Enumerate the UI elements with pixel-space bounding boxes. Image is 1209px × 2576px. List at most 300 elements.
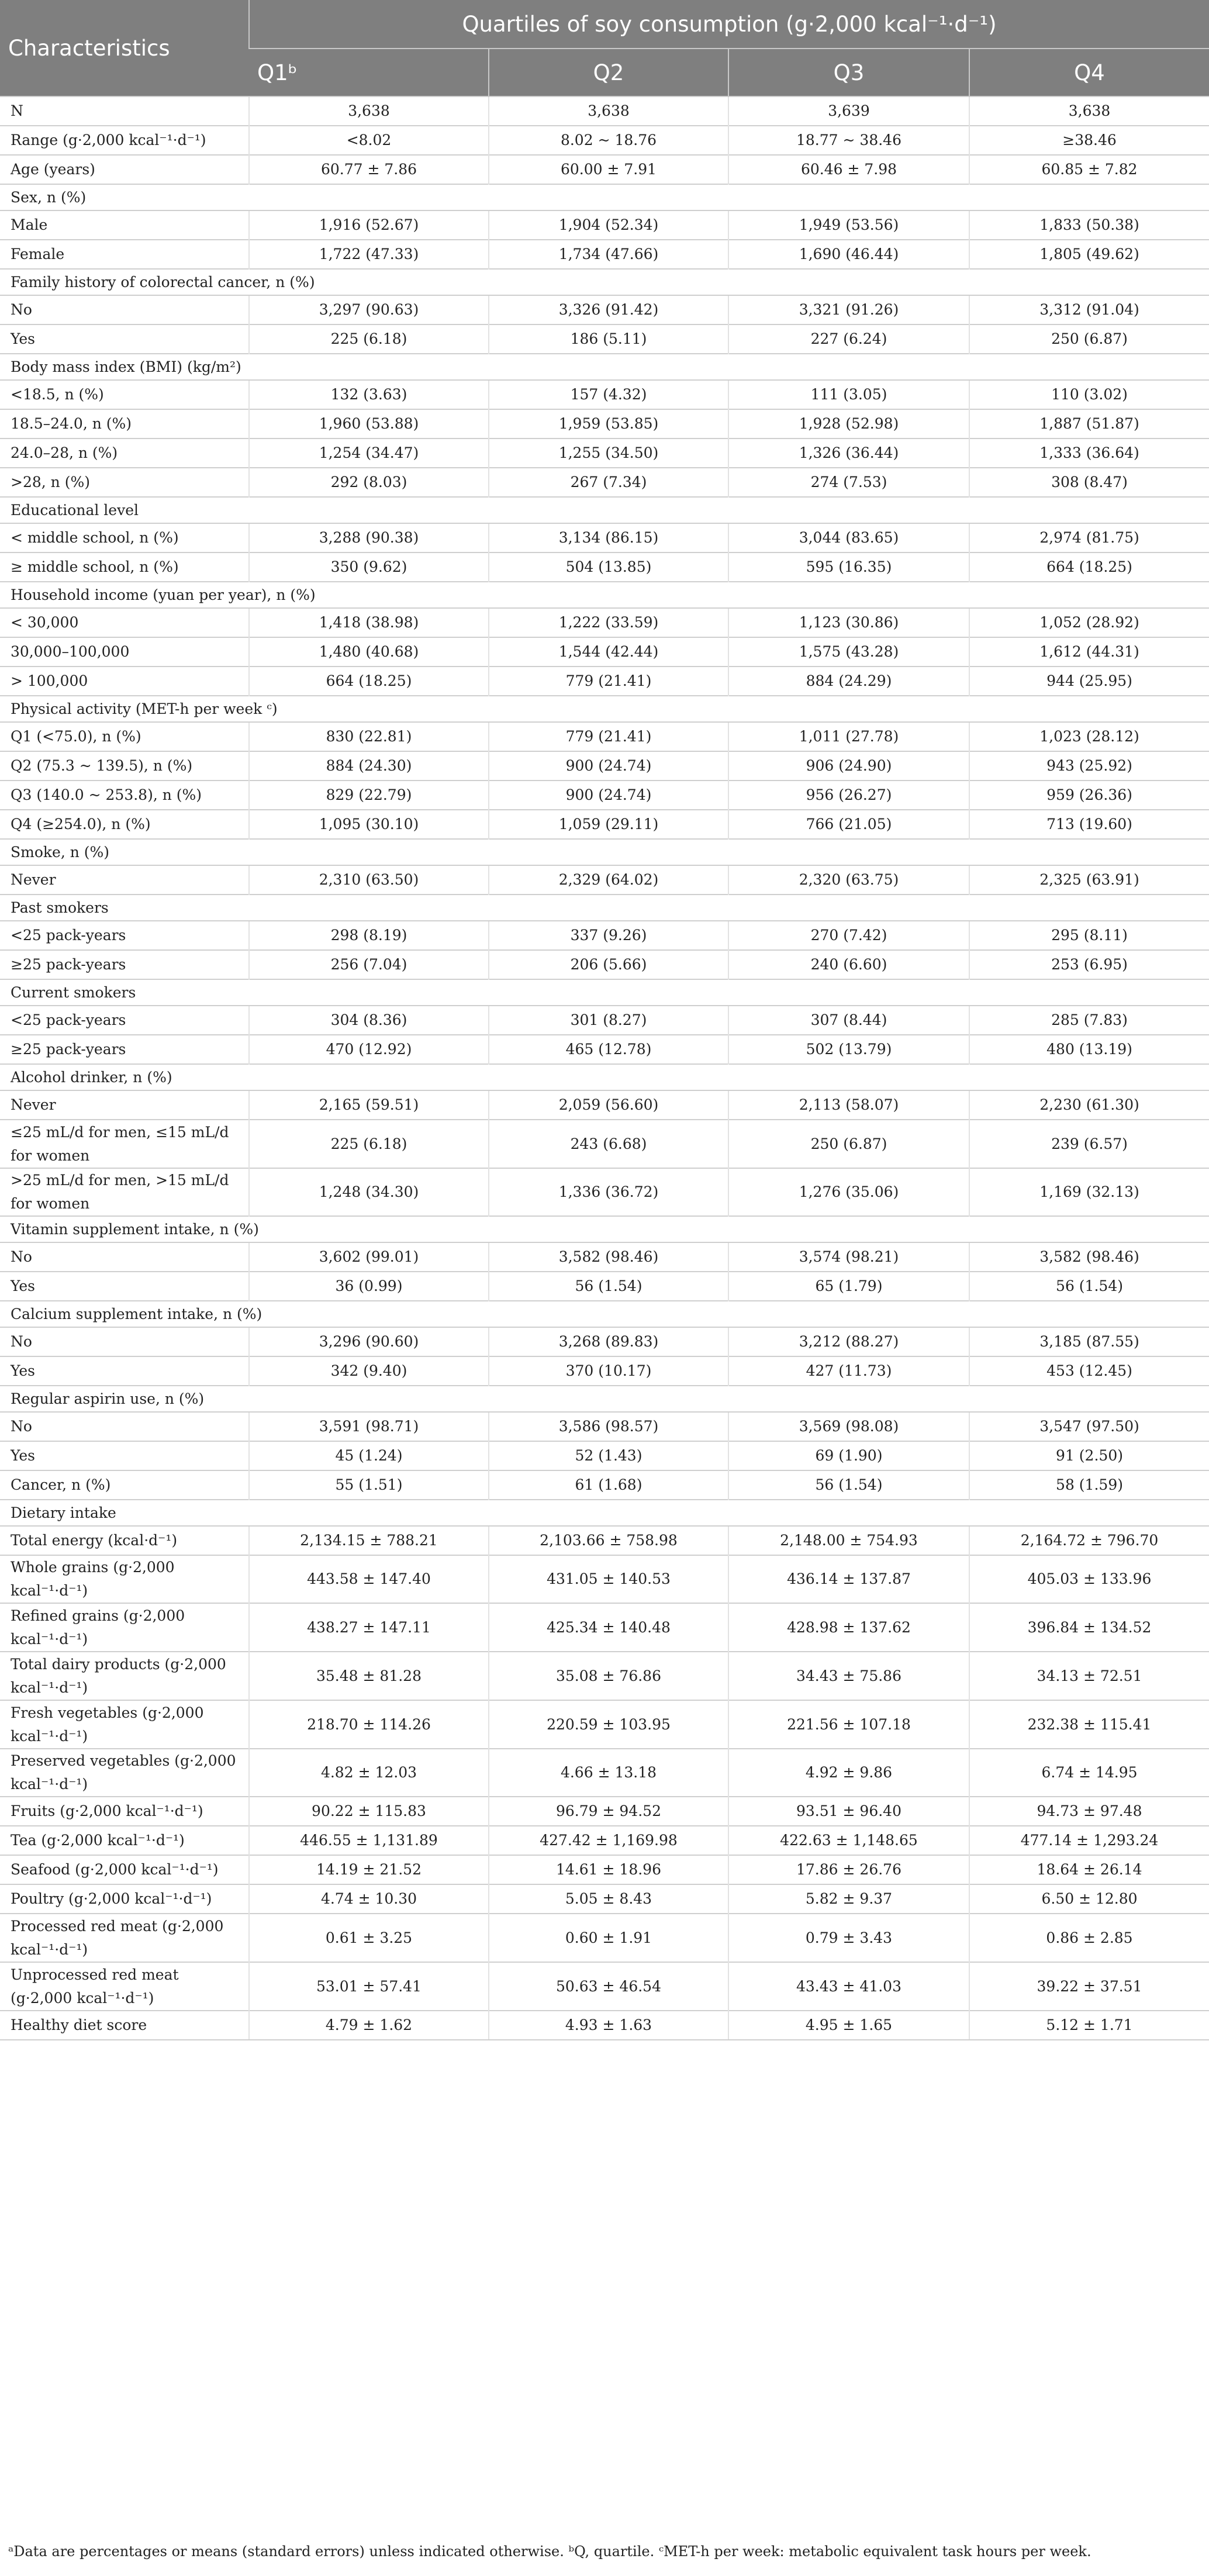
cell-q2: 301 (8.27) xyxy=(489,1006,728,1035)
cell-q3: 274 (7.53) xyxy=(728,468,969,497)
cell-q1: 225 (6.18) xyxy=(249,1120,489,1168)
characteristics-header: Characteristics xyxy=(0,0,249,96)
cell-q2: 60.00 ± 7.91 xyxy=(489,155,728,184)
section-label: Sex, n (%) xyxy=(0,184,1209,210)
cell-q1: 3,602 (99.01) xyxy=(249,1242,489,1272)
cell-q2: 220.59 ± 103.95 xyxy=(489,1700,728,1749)
cell-q4: 943 (25.92) xyxy=(969,751,1209,781)
cell-q2: 2,059 (56.60) xyxy=(489,1090,728,1120)
cell-q3: 0.79 ± 3.43 xyxy=(728,1914,969,1962)
quartile-header-q2: Q2 xyxy=(489,49,728,96)
cell-q3: 17.86 ± 26.76 xyxy=(728,1855,969,1884)
cell-q3: 1,949 (53.56) xyxy=(728,210,969,240)
cell-q2: 1,544 (42.44) xyxy=(489,637,728,667)
cell-q3: 1,575 (43.28) xyxy=(728,637,969,667)
table-row xyxy=(0,468,1209,497)
cell-q2: 465 (12.78) xyxy=(489,1035,728,1064)
section-label: Regular aspirin use, n (%) xyxy=(0,1386,1209,1412)
section-row xyxy=(0,1301,1209,1327)
cell-q1: 664 (18.25) xyxy=(249,667,489,696)
cell-q2: 2,329 (64.02) xyxy=(489,865,728,895)
cell-q4: 250 (6.87) xyxy=(969,324,1209,354)
cell-q3: 3,574 (98.21) xyxy=(728,1242,969,1272)
cell-q3: 2,148.00 ± 754.93 xyxy=(728,1526,969,1555)
cell-q2: 3,268 (89.83) xyxy=(489,1327,728,1356)
row-label: >28, n (%) xyxy=(0,468,249,497)
cell-q4: 253 (6.95) xyxy=(969,950,1209,979)
cell-q3: 56 (1.54) xyxy=(728,1470,969,1500)
cell-q1: 90.22 ± 115.83 xyxy=(249,1797,489,1826)
cell-q2: 1,222 (33.59) xyxy=(489,608,728,637)
table-row xyxy=(0,950,1209,979)
cell-q2: 425.34 ± 140.48 xyxy=(489,1603,728,1652)
cell-q4: 480 (13.19) xyxy=(969,1035,1209,1064)
row-label: Q3 (140.0 ~ 253.8), n (%) xyxy=(0,781,249,810)
cell-q3: 884 (24.29) xyxy=(728,667,969,696)
cell-q1: 4.82 ± 12.03 xyxy=(249,1749,489,1797)
cell-q4: 6.74 ± 14.95 xyxy=(969,1749,1209,1797)
cell-q2: 1,959 (53.85) xyxy=(489,409,728,438)
section-row xyxy=(0,582,1209,608)
cell-q3: 34.43 ± 75.86 xyxy=(728,1652,969,1700)
row-label: <25 pack-years xyxy=(0,921,249,950)
row-label: No xyxy=(0,295,249,324)
table-row xyxy=(0,1652,1209,1700)
cell-q3: 93.51 ± 96.40 xyxy=(728,1797,969,1826)
section-row xyxy=(0,895,1209,921)
cell-q3: 502 (13.79) xyxy=(728,1035,969,1064)
cell-q2: 3,326 (91.42) xyxy=(489,295,728,324)
cell-q4: 477.14 ± 1,293.24 xyxy=(969,1826,1209,1855)
row-label: Yes xyxy=(0,1356,249,1386)
cell-q1: 4.74 ± 10.30 xyxy=(249,1884,489,1914)
cell-q1: 3,296 (90.60) xyxy=(249,1327,489,1356)
cell-q2: 4.66 ± 13.18 xyxy=(489,1749,728,1797)
cell-q2: 1,336 (36.72) xyxy=(489,1168,728,1216)
row-label: Healthy diet score xyxy=(0,2011,249,2040)
table-row xyxy=(0,126,1209,155)
cell-q1: 2,310 (63.50) xyxy=(249,865,489,895)
cell-q2: 267 (7.34) xyxy=(489,468,728,497)
row-label: Range (g·2,000 kcal⁻¹·d⁻¹) xyxy=(0,126,249,155)
cell-q4: 34.13 ± 72.51 xyxy=(969,1652,1209,1700)
cell-q2: 61 (1.68) xyxy=(489,1470,728,1500)
section-row xyxy=(0,269,1209,295)
cell-q2: 431.05 ± 140.53 xyxy=(489,1555,728,1603)
cell-q1: 3,297 (90.63) xyxy=(249,295,489,324)
section-label: Dietary intake xyxy=(0,1500,1209,1526)
cell-q4: 308 (8.47) xyxy=(969,468,1209,497)
cell-q1: 830 (22.81) xyxy=(249,722,489,751)
table-row xyxy=(0,722,1209,751)
quartile-header-q1: Q1ᵇ xyxy=(249,49,489,96)
cell-q2: 1,059 (29.11) xyxy=(489,810,728,839)
cell-q2: 1,904 (52.34) xyxy=(489,210,728,240)
cell-q1: 256 (7.04) xyxy=(249,950,489,979)
section-label: Calcium supplement intake, n (%) xyxy=(0,1301,1209,1327)
table-row xyxy=(0,1700,1209,1749)
row-label: Processed red meat (g·2,000 kcal⁻¹·d⁻¹) xyxy=(0,1914,249,1962)
cell-q2: 14.61 ± 18.96 xyxy=(489,1855,728,1884)
row-label: No xyxy=(0,1327,249,1356)
table-row xyxy=(0,324,1209,354)
section-row xyxy=(0,839,1209,865)
table-row xyxy=(0,1120,1209,1168)
table-row xyxy=(0,1962,1209,2011)
cell-q1: 1,916 (52.67) xyxy=(249,210,489,240)
section-row xyxy=(0,1216,1209,1242)
cell-q4: 18.64 ± 26.14 xyxy=(969,1855,1209,1884)
table-row xyxy=(0,1826,1209,1855)
cell-q1: 53.01 ± 57.41 xyxy=(249,1962,489,2011)
quartile-header-q3: Q3 xyxy=(728,49,969,96)
row-label: ≥25 pack-years xyxy=(0,1035,249,1064)
cell-q4: 0.86 ± 2.85 xyxy=(969,1914,1209,1962)
cell-q4: 713 (19.60) xyxy=(969,810,1209,839)
cell-q3: 221.56 ± 107.18 xyxy=(728,1700,969,1749)
cell-q2: 337 (9.26) xyxy=(489,921,728,950)
cell-q4: 664 (18.25) xyxy=(969,553,1209,582)
row-label: No xyxy=(0,1242,249,1272)
cell-q1: 1,095 (30.10) xyxy=(249,810,489,839)
cell-q1: 4.79 ± 1.62 xyxy=(249,2011,489,2040)
table-row xyxy=(0,1441,1209,1470)
table-row xyxy=(0,1797,1209,1826)
cell-q1: 470 (12.92) xyxy=(249,1035,489,1064)
cell-q3: 3,044 (83.65) xyxy=(728,523,969,553)
section-label: Body mass index (BMI) (kg/m²) xyxy=(0,354,1209,380)
cell-q4: 91 (2.50) xyxy=(969,1441,1209,1470)
cell-q3: 1,326 (36.44) xyxy=(728,438,969,468)
cell-q3: 1,690 (46.44) xyxy=(728,240,969,269)
table-row xyxy=(0,2011,1209,2040)
table-row xyxy=(0,608,1209,637)
cell-q3: 427 (11.73) xyxy=(728,1356,969,1386)
cell-q1: 218.70 ± 114.26 xyxy=(249,1700,489,1749)
cell-q2: 96.79 ± 94.52 xyxy=(489,1797,728,1826)
table-row xyxy=(0,667,1209,696)
table-row xyxy=(0,438,1209,468)
row-label: Fruits (g·2,000 kcal⁻¹·d⁻¹) xyxy=(0,1797,249,1826)
row-label: ≥ middle school, n (%) xyxy=(0,553,249,582)
cell-q1: 1,722 (47.33) xyxy=(249,240,489,269)
cell-q2: 900 (24.74) xyxy=(489,781,728,810)
cell-q4: 3,185 (87.55) xyxy=(969,1327,1209,1356)
cell-q2: 1,255 (34.50) xyxy=(489,438,728,468)
table-row xyxy=(0,1914,1209,1962)
row-label: >25 mL/d for men, >15 mL/d for women xyxy=(0,1168,249,1216)
cell-q1: 1,960 (53.88) xyxy=(249,409,489,438)
cell-q4: 1,333 (36.64) xyxy=(969,438,1209,468)
cell-q2: 0.60 ± 1.91 xyxy=(489,1914,728,1962)
cell-q2: 3,638 xyxy=(489,96,728,126)
table-body xyxy=(0,96,1209,2040)
table-row xyxy=(0,155,1209,184)
cell-q3: 270 (7.42) xyxy=(728,921,969,950)
cell-q1: 292 (8.03) xyxy=(249,468,489,497)
section-label: Past smokers xyxy=(0,895,1209,921)
table-row xyxy=(0,865,1209,895)
cell-q1: 446.55 ± 1,131.89 xyxy=(249,1826,489,1855)
cell-q1: 3,638 xyxy=(249,96,489,126)
cell-q2: 900 (24.74) xyxy=(489,751,728,781)
row-label: <25 pack-years xyxy=(0,1006,249,1035)
row-label: ≤25 mL/d for men, ≤15 mL/d for women xyxy=(0,1120,249,1168)
row-label: No xyxy=(0,1412,249,1441)
cell-q4: 285 (7.83) xyxy=(969,1006,1209,1035)
cell-q4: 94.73 ± 97.48 xyxy=(969,1797,1209,1826)
cell-q2: 504 (13.85) xyxy=(489,553,728,582)
cell-q2: 4.93 ± 1.63 xyxy=(489,2011,728,2040)
row-label: 18.5–24.0, n (%) xyxy=(0,409,249,438)
row-label: Total energy (kcal·d⁻¹) xyxy=(0,1526,249,1555)
cell-q4: 239 (6.57) xyxy=(969,1120,1209,1168)
cell-q1: 132 (3.63) xyxy=(249,380,489,409)
cell-q3: 3,321 (91.26) xyxy=(728,295,969,324)
cell-q2: 52 (1.43) xyxy=(489,1441,728,1470)
section-row xyxy=(0,1064,1209,1090)
cell-q3: 250 (6.87) xyxy=(728,1120,969,1168)
table-row xyxy=(0,1327,1209,1356)
table-row xyxy=(0,1603,1209,1652)
row-label: Female xyxy=(0,240,249,269)
row-label: 24.0–28, n (%) xyxy=(0,438,249,468)
cell-q4: 1,887 (51.87) xyxy=(969,409,1209,438)
table-row xyxy=(0,295,1209,324)
cell-q2: 3,586 (98.57) xyxy=(489,1412,728,1441)
table-row xyxy=(0,1555,1209,1603)
table-row xyxy=(0,409,1209,438)
section-label: Educational level xyxy=(0,497,1209,523)
cell-q4: 5.12 ± 1.71 xyxy=(969,2011,1209,2040)
section-row xyxy=(0,696,1209,722)
cell-q3: 65 (1.79) xyxy=(728,1272,969,1301)
section-label: Physical activity (MET-h per week ᶜ) xyxy=(0,696,1209,722)
row-label: Seafood (g·2,000 kcal⁻¹·d⁻¹) xyxy=(0,1855,249,1884)
cell-q3: 428.98 ± 137.62 xyxy=(728,1603,969,1652)
cell-q3: 227 (6.24) xyxy=(728,324,969,354)
section-label: Smoke, n (%) xyxy=(0,839,1209,865)
cell-q4: 3,582 (98.46) xyxy=(969,1242,1209,1272)
cell-q2: 779 (21.41) xyxy=(489,667,728,696)
cell-q3: 5.82 ± 9.37 xyxy=(728,1884,969,1914)
cell-q1: 60.77 ± 7.86 xyxy=(249,155,489,184)
cell-q1: 0.61 ± 3.25 xyxy=(249,1914,489,1962)
cell-q4: 56 (1.54) xyxy=(969,1272,1209,1301)
row-label: Tea (g·2,000 kcal⁻¹·d⁻¹) xyxy=(0,1826,249,1855)
table-row xyxy=(0,1168,1209,1216)
cell-q2: 186 (5.11) xyxy=(489,324,728,354)
section-label: Family history of colorectal cancer, n (%) xyxy=(0,269,1209,295)
cell-q2: 35.08 ± 76.86 xyxy=(489,1652,728,1700)
cell-q2: 5.05 ± 8.43 xyxy=(489,1884,728,1914)
cell-q1: 829 (22.79) xyxy=(249,781,489,810)
cell-q1: 1,480 (40.68) xyxy=(249,637,489,667)
cell-q3: 307 (8.44) xyxy=(728,1006,969,1035)
cell-q1: 1,418 (38.98) xyxy=(249,608,489,637)
cell-q4: 396.84 ± 134.52 xyxy=(969,1603,1209,1652)
row-label: Q2 (75.3 ~ 139.5), n (%) xyxy=(0,751,249,781)
row-label: Male xyxy=(0,210,249,240)
cell-q4: 3,638 xyxy=(969,96,1209,126)
table-row xyxy=(0,96,1209,126)
cell-q1: 2,134.15 ± 788.21 xyxy=(249,1526,489,1555)
cell-q3: 18.77 ~ 38.46 xyxy=(728,126,969,155)
row-label: Never xyxy=(0,865,249,895)
table-row xyxy=(0,1749,1209,1797)
cell-q3: 3,569 (98.08) xyxy=(728,1412,969,1441)
table-row xyxy=(0,240,1209,269)
cell-q3: 3,639 xyxy=(728,96,969,126)
row-label: Whole grains (g·2,000 kcal⁻¹·d⁻¹) xyxy=(0,1555,249,1603)
cell-q3: 1,123 (30.86) xyxy=(728,608,969,637)
cell-q1: 438.27 ± 147.11 xyxy=(249,1603,489,1652)
cell-q3: 240 (6.60) xyxy=(728,950,969,979)
row-label: Poultry (g·2,000 kcal⁻¹·d⁻¹) xyxy=(0,1884,249,1914)
cell-q3: 1,011 (27.78) xyxy=(728,722,969,751)
cell-q4: 1,805 (49.62) xyxy=(969,240,1209,269)
cell-q2: 206 (5.66) xyxy=(489,950,728,979)
cell-q3: 60.46 ± 7.98 xyxy=(728,155,969,184)
cell-q3: 436.14 ± 137.87 xyxy=(728,1555,969,1603)
cell-q4: 232.38 ± 115.41 xyxy=(969,1700,1209,1749)
cell-q4: 39.22 ± 37.51 xyxy=(969,1962,1209,2011)
cell-q1: 35.48 ± 81.28 xyxy=(249,1652,489,1700)
row-label: ≥25 pack-years xyxy=(0,950,249,979)
cell-q2: 157 (4.32) xyxy=(489,380,728,409)
cell-q2: 370 (10.17) xyxy=(489,1356,728,1386)
row-label: Cancer, n (%) xyxy=(0,1470,249,1500)
cell-q1: 36 (0.99) xyxy=(249,1272,489,1301)
row-label: Fresh vegetables (g·2,000 kcal⁻¹·d⁻¹) xyxy=(0,1700,249,1749)
cell-q1: 14.19 ± 21.52 xyxy=(249,1855,489,1884)
table-row xyxy=(0,637,1209,667)
table-header xyxy=(0,0,1209,96)
table-row xyxy=(0,1412,1209,1441)
section-row xyxy=(0,1500,1209,1526)
row-label: Q1 (<75.0), n (%) xyxy=(0,722,249,751)
table-footnote: ᵃData are percentages or means (standard errors) unless indicated otherwise. ᵇQ, quartile. ᶜMET-h per week: metabolic equivalent task hours per week. xyxy=(8,2543,1091,2560)
section-row xyxy=(0,497,1209,523)
cell-q3: 4.95 ± 1.65 xyxy=(728,2011,969,2040)
cell-q1: 45 (1.24) xyxy=(249,1441,489,1470)
cell-q2: 243 (6.68) xyxy=(489,1120,728,1168)
cell-q4: 1,833 (50.38) xyxy=(969,210,1209,240)
cell-q3: 4.92 ± 9.86 xyxy=(728,1749,969,1797)
section-label: Household income (yuan per year), n (%) xyxy=(0,582,1209,608)
cell-q4: 1,169 (32.13) xyxy=(969,1168,1209,1216)
table-row xyxy=(0,1356,1209,1386)
cell-q4: 2,164.72 ± 796.70 xyxy=(969,1526,1209,1555)
cell-q3: 3,212 (88.27) xyxy=(728,1327,969,1356)
cell-q1: 225 (6.18) xyxy=(249,324,489,354)
table-row xyxy=(0,1090,1209,1120)
cell-q2: 8.02 ~ 18.76 xyxy=(489,126,728,155)
table-row xyxy=(0,751,1209,781)
quartile-header-q4: Q4 xyxy=(969,49,1209,96)
table-row xyxy=(0,380,1209,409)
cell-q4: 60.85 ± 7.82 xyxy=(969,155,1209,184)
cell-q3: 595 (16.35) xyxy=(728,553,969,582)
row-label: < middle school, n (%) xyxy=(0,523,249,553)
cell-q2: 3,134 (86.15) xyxy=(489,523,728,553)
cell-q3: 43.43 ± 41.03 xyxy=(728,1962,969,2011)
table-row xyxy=(0,781,1209,810)
cell-q3: 956 (26.27) xyxy=(728,781,969,810)
row-label: Refined grains (g·2,000 kcal⁻¹·d⁻¹) xyxy=(0,1603,249,1652)
cell-q4: 3,312 (91.04) xyxy=(969,295,1209,324)
table-row xyxy=(0,1470,1209,1500)
cell-q1: 1,254 (34.47) xyxy=(249,438,489,468)
cell-q1: 1,248 (34.30) xyxy=(249,1168,489,1216)
cell-q1: 350 (9.62) xyxy=(249,553,489,582)
table-row xyxy=(0,1006,1209,1035)
cell-q1: 55 (1.51) xyxy=(249,1470,489,1500)
row-label: Q4 (≥254.0), n (%) xyxy=(0,810,249,839)
row-label: Yes xyxy=(0,1272,249,1301)
cell-q4: 1,023 (28.12) xyxy=(969,722,1209,751)
row-label: Yes xyxy=(0,1441,249,1470)
section-row xyxy=(0,979,1209,1006)
cell-q1: 2,165 (59.51) xyxy=(249,1090,489,1120)
section-row xyxy=(0,1386,1209,1412)
cell-q3: 1,928 (52.98) xyxy=(728,409,969,438)
cell-q1: 884 (24.30) xyxy=(249,751,489,781)
cell-q1: <8.02 xyxy=(249,126,489,155)
row-label: N xyxy=(0,96,249,126)
cell-q3: 111 (3.05) xyxy=(728,380,969,409)
cell-q1: 3,591 (98.71) xyxy=(249,1412,489,1441)
cell-q3: 2,113 (58.07) xyxy=(728,1090,969,1120)
cell-q1: 342 (9.40) xyxy=(249,1356,489,1386)
row-label: Preserved vegetables (g·2,000 kcal⁻¹·d⁻¹) xyxy=(0,1749,249,1797)
row-label: Never xyxy=(0,1090,249,1120)
cell-q2: 1,734 (47.66) xyxy=(489,240,728,269)
cell-q1: 3,288 (90.38) xyxy=(249,523,489,553)
row-label: 30,000–100,000 xyxy=(0,637,249,667)
cell-q4: 2,230 (61.30) xyxy=(969,1090,1209,1120)
table-row xyxy=(0,523,1209,553)
row-label: < 30,000 xyxy=(0,608,249,637)
cell-q4: 959 (26.36) xyxy=(969,781,1209,810)
quartiles-group-header: Quartiles of soy consumption (g·2,000 kcal⁻¹·d⁻¹) xyxy=(249,0,1209,49)
row-label: Yes xyxy=(0,324,249,354)
row-label: > 100,000 xyxy=(0,667,249,696)
cell-q4: 405.03 ± 133.96 xyxy=(969,1555,1209,1603)
table-row xyxy=(0,1272,1209,1301)
cell-q3: 69 (1.90) xyxy=(728,1441,969,1470)
table-row xyxy=(0,921,1209,950)
table-row xyxy=(0,553,1209,582)
row-label: Age (years) xyxy=(0,155,249,184)
cell-q4: 110 (3.02) xyxy=(969,380,1209,409)
cell-q1: 298 (8.19) xyxy=(249,921,489,950)
cell-q1: 304 (8.36) xyxy=(249,1006,489,1035)
row-label: Total dairy products (g·2,000 kcal⁻¹·d⁻¹) xyxy=(0,1652,249,1700)
cell-q4: 295 (8.11) xyxy=(969,921,1209,950)
table-row xyxy=(0,210,1209,240)
section-label: Alcohol drinker, n (%) xyxy=(0,1064,1209,1090)
table-row xyxy=(0,1855,1209,1884)
cell-q3: 1,276 (35.06) xyxy=(728,1168,969,1216)
cell-q4: ≥38.46 xyxy=(969,126,1209,155)
cell-q4: 453 (12.45) xyxy=(969,1356,1209,1386)
cell-q2: 3,582 (98.46) xyxy=(489,1242,728,1272)
cell-q2: 427.42 ± 1,169.98 xyxy=(489,1826,728,1855)
table-row xyxy=(0,810,1209,839)
section-row xyxy=(0,184,1209,210)
cell-q2: 779 (21.41) xyxy=(489,722,728,751)
